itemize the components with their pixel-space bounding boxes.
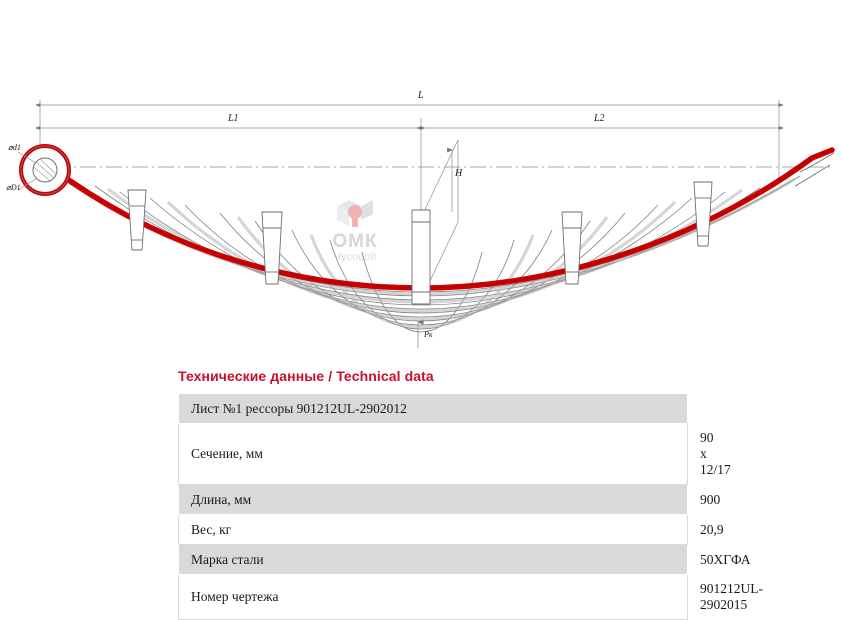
dim-label-L: L	[418, 90, 424, 101]
table-row: Номер чертежа 901212UL-2902015	[179, 575, 688, 620]
dim-label-L2: L2	[594, 113, 605, 124]
table-cell-label: Сечение, мм	[179, 424, 688, 485]
omk-watermark-subtext: Чусовой	[333, 251, 377, 263]
table-cell-label: Вес, кг	[179, 515, 688, 545]
spring-eye	[18, 146, 69, 194]
dim-label-L1: L1	[228, 113, 239, 124]
table-cell-label: Марка стали	[179, 545, 688, 575]
table-cell-header: Лист №1 рессоры 901212UL-2902012	[179, 394, 688, 424]
table-row: Длина, мм 900	[179, 485, 688, 515]
table-row: Сечение, мм 90 х 12/17	[179, 424, 688, 485]
omk-watermark-text: ОМК	[332, 231, 378, 252]
dim-label-H: H	[455, 168, 463, 179]
dim-label-Pk: Pк	[424, 330, 433, 339]
main-leaf-red	[52, 150, 832, 288]
table-row: Марка стали 50ХГФА	[179, 545, 688, 575]
technical-data-block	[178, 368, 763, 620]
dim-label-d1-top: ⌀d1	[8, 143, 21, 152]
table-cell-label: Длина, мм	[179, 485, 688, 515]
table-row-header	[179, 394, 688, 424]
table-cell-label: Номер чертежа	[179, 575, 688, 620]
table-row: Вес, кг 20,9	[179, 515, 688, 545]
dim-label-D1-bottom: ⌀D1	[6, 183, 21, 192]
dimension-lines	[40, 100, 779, 218]
technical-data-title: Технические данные / Technical data	[178, 368, 434, 384]
technical-data-table	[178, 393, 763, 620]
